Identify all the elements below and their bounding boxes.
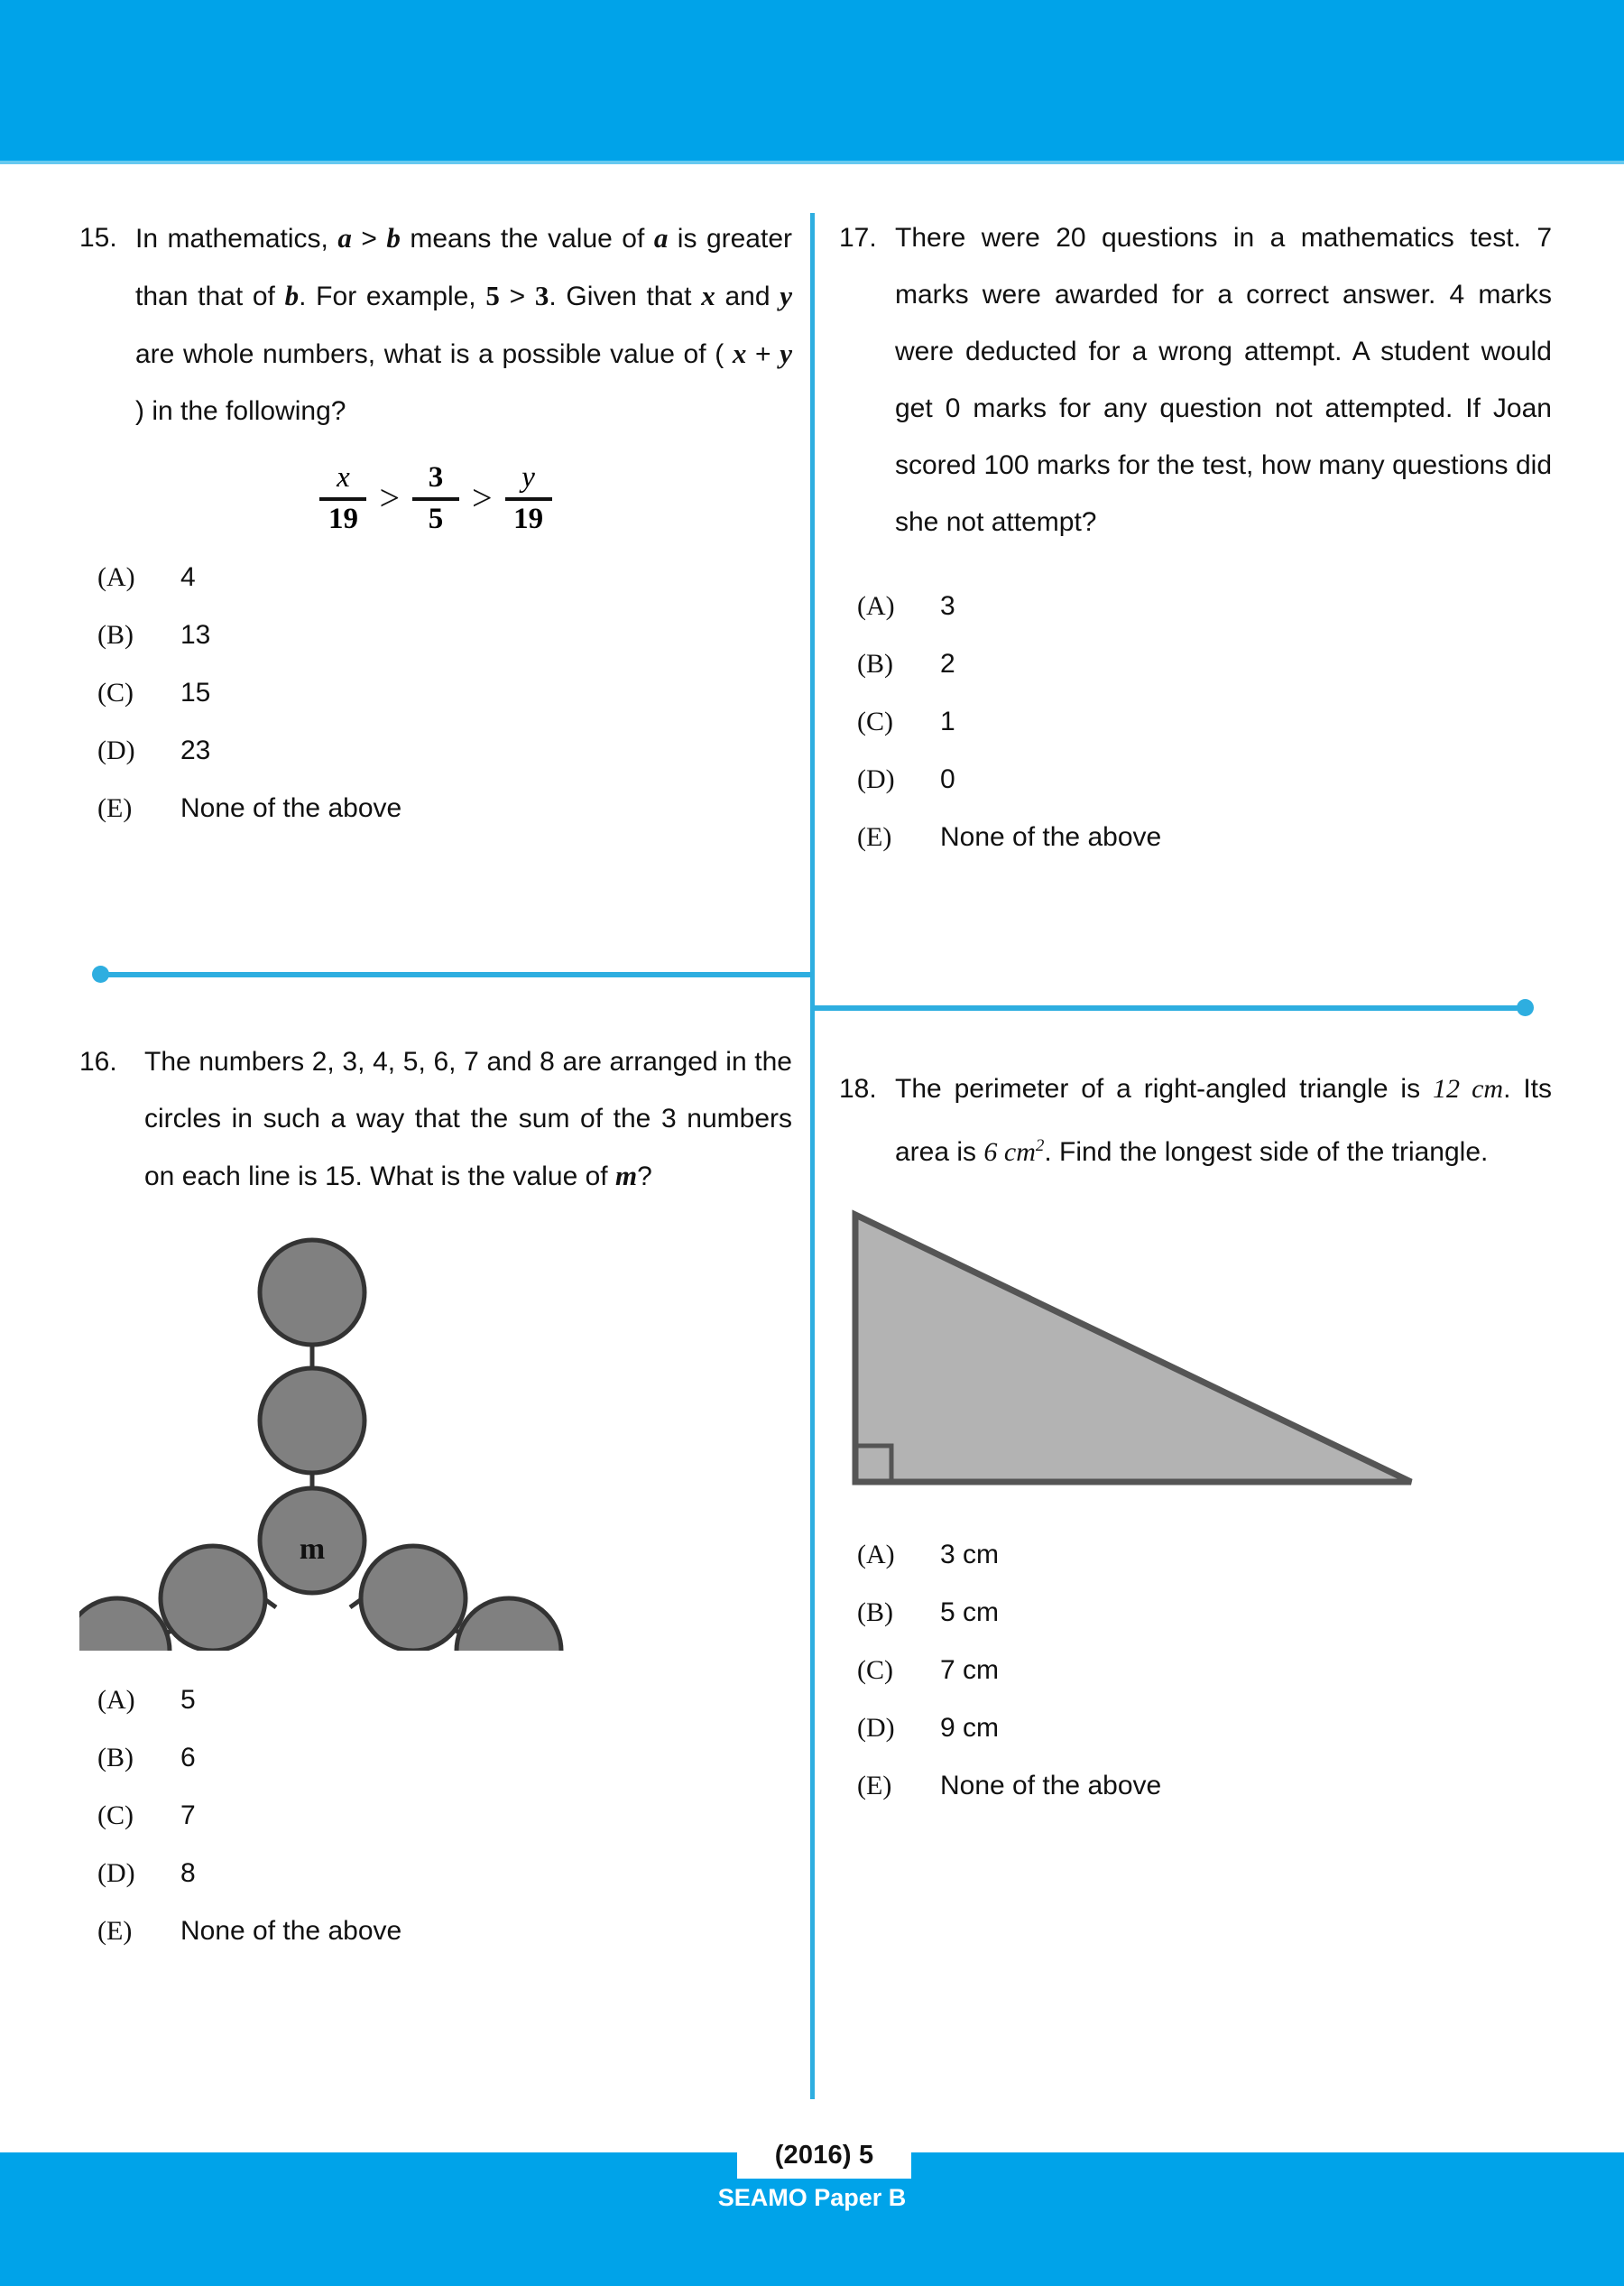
option-e[interactable]	[857, 809, 1552, 866]
question-15-options	[97, 549, 792, 838]
option-d[interactable]	[857, 751, 1552, 809]
option-value: None of the above	[180, 793, 402, 823]
option-e[interactable]	[857, 1757, 1552, 1815]
circle-node-top	[260, 1240, 364, 1345]
question-16-figure	[79, 1236, 792, 1655]
separator-dot-right	[1517, 999, 1534, 1016]
option-key: (D)	[97, 736, 135, 765]
option-value: 1	[940, 707, 955, 736]
option-value: 8	[180, 1858, 196, 1888]
option-key: (B)	[97, 1743, 134, 1772]
paper-name-label: SEAMO Paper B	[717, 2184, 907, 2211]
question-17	[839, 209, 1552, 866]
circle-node-upper-middle	[260, 1368, 364, 1473]
page-number-text: (2016) 5	[774, 2140, 874, 2170]
option-key: (C)	[857, 1655, 893, 1685]
option-a[interactable]	[97, 549, 792, 606]
option-key: (C)	[97, 678, 134, 708]
option-c[interactable]	[857, 693, 1552, 751]
option-a[interactable]	[857, 578, 1552, 635]
option-c[interactable]	[97, 664, 792, 722]
option-e[interactable]	[97, 1902, 792, 1960]
fraction-x-over-19	[319, 463, 366, 534]
option-key: (D)	[97, 1858, 135, 1888]
option-value: 15	[180, 678, 211, 708]
fraction-denominator: 19	[513, 503, 544, 535]
option-c[interactable]	[97, 1787, 792, 1845]
option-b[interactable]	[857, 635, 1552, 693]
question-18	[839, 1060, 1552, 1815]
option-key: (B)	[857, 649, 893, 679]
option-b[interactable]	[97, 606, 792, 664]
circle-node-left-inner	[161, 1546, 265, 1651]
question-18-figure	[839, 1204, 1552, 1506]
option-key: (D)	[857, 1713, 895, 1743]
question-16-text: The numbers 2, 3, 4, 5, 6, 7 and 8 are arranged in the circles in such a way that the sum of the 3 numbers on each line is 15. What is the value of m?	[144, 1047, 792, 1191]
page-number-tag	[737, 2132, 911, 2179]
fraction-numerator: x	[337, 461, 350, 494]
question-15	[79, 209, 792, 838]
option-key: (E)	[97, 1916, 133, 1946]
option-key: (A)	[857, 591, 895, 621]
fraction-y-over-19	[505, 463, 552, 534]
option-d[interactable]	[97, 722, 792, 780]
column-divider	[810, 213, 815, 2099]
option-key: (C)	[857, 707, 893, 736]
option-key: (B)	[97, 620, 134, 650]
option-value: None of the above	[180, 1916, 402, 1946]
fraction-3-over-5	[412, 463, 459, 534]
question-17-number: 17.	[839, 223, 877, 253]
circle-network-diagram	[79, 1236, 621, 1651]
greater-than-icon-1: >	[379, 477, 400, 518]
option-value: 13	[180, 620, 211, 650]
option-value: 7 cm	[940, 1655, 1000, 1685]
option-value: 4	[180, 562, 196, 592]
question-16-number: 16.	[79, 1047, 117, 1077]
question-18-text: The perimeter of a right-angled triangle is 12 cm. Its area is 6 $cm^2$. Find the longest side of the triangle.	[895, 1074, 1552, 1167]
question-17-options	[857, 578, 1552, 866]
option-value: 9 cm	[940, 1713, 1000, 1743]
option-value: 5 cm	[940, 1597, 1000, 1627]
option-d[interactable]	[857, 1699, 1552, 1757]
circle-center-label: m	[299, 1532, 326, 1566]
option-a[interactable]	[97, 1671, 792, 1729]
option-value: 0	[940, 764, 955, 794]
question-15-text: In mathematics, a > b means the value of a is greater than that of b. For example, 5 > 3. Given that x and y are whole numbers, what is a possible value of ( x + y ) in the following?	[135, 222, 793, 426]
option-e[interactable]	[97, 780, 792, 838]
right-triangle-diagram	[839, 1204, 1435, 1502]
question-separator-left	[97, 972, 815, 977]
question-17-text: There were 20 questions in a mathematics test. 7 marks were awarded for a correct answer. 4 marks were deducted for a wrong attempt. A student would get 0 marks for any question not attempted. If Joan scored 100 marks for the test, how many questions did she not attempt?	[895, 223, 1552, 537]
question-separator-right	[810, 1005, 1527, 1011]
greater-than-icon-2: >	[472, 477, 493, 518]
triangle-shape	[855, 1215, 1411, 1482]
option-value: None of the above	[940, 822, 1162, 852]
question-18-options	[857, 1526, 1552, 1815]
header-band	[0, 0, 1624, 161]
option-key: (A)	[857, 1540, 895, 1569]
circle-node-left-outer	[79, 1598, 170, 1651]
question-18-number: 18.	[839, 1074, 877, 1104]
option-value: 3 cm	[940, 1540, 1000, 1569]
option-b[interactable]	[857, 1584, 1552, 1642]
fraction-denominator: 5	[428, 503, 444, 535]
option-value: 23	[180, 736, 211, 765]
fraction-denominator: 19	[328, 503, 358, 535]
circle-node-right-inner	[361, 1546, 466, 1651]
option-value: 3	[940, 591, 955, 621]
circle-node-right-outer	[457, 1598, 561, 1651]
option-key: (A)	[97, 562, 135, 592]
option-value: 6	[180, 1743, 196, 1772]
question-15-number: 15.	[79, 223, 117, 253]
option-c[interactable]	[857, 1642, 1552, 1699]
option-value: 5	[180, 1685, 196, 1715]
question-15-equation	[79, 463, 792, 534]
separator-dot-left	[92, 966, 109, 983]
question-16	[79, 1033, 792, 1960]
option-value: 2	[940, 649, 955, 679]
option-key: (E)	[857, 822, 892, 852]
question-16-options	[97, 1671, 792, 1960]
option-a[interactable]	[857, 1526, 1552, 1584]
fraction-numerator: 3	[428, 461, 444, 494]
option-d[interactable]	[97, 1845, 792, 1902]
option-value: 7	[180, 1800, 196, 1830]
header-band-edge	[0, 161, 1624, 164]
option-key: (D)	[857, 764, 895, 794]
option-b[interactable]	[97, 1729, 792, 1787]
option-key: (A)	[97, 1685, 135, 1715]
option-value: None of the above	[940, 1771, 1162, 1800]
option-key: (E)	[97, 793, 133, 823]
fraction-numerator: y	[521, 461, 535, 494]
circle-nodes	[79, 1240, 561, 1651]
option-key: (B)	[857, 1597, 893, 1627]
option-key: (E)	[857, 1771, 892, 1800]
option-key: (C)	[97, 1800, 134, 1830]
